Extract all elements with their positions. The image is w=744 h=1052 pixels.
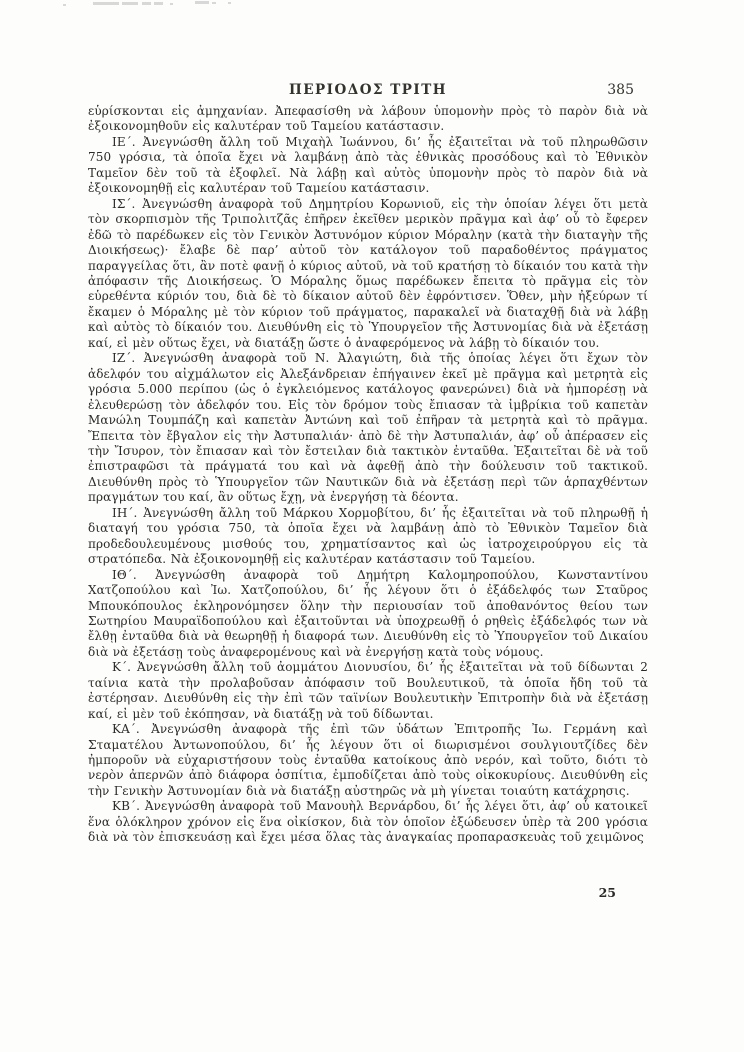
scan-artifact: [93, 2, 119, 5]
scan-artifact: [122, 2, 138, 5]
paragraph-IH: ΙΗ΄. Ἀνεγνώσθη ἄλλη τοῦ Μάρκου Χορμοβίτου, δι’ ἧς ἐξαιτεῖται νὰ τοῦ πληρωθῇ ἡ διαταγή του γρόσια 750, τὰ ὁποῖα ἔχει νὰ λαμβάνῃ ἀπὸ τὸ Ἐθνικὸν Ταμεῖον διὰ προδεδουλευμένους μισθούς του, χρηματίσαντος καὶ ὡς ἰατροχειρούργου εἰς τὰ στρατόπεδα. Νὰ ἐξοικονομηθῇ εἰς καλυτέραν κατάστασιν τοῦ Ταμείου.: [88, 505, 648, 567]
scan-artifact: [154, 2, 163, 5]
scan-artifact: [195, 1, 209, 4]
paragraph-ITH: ΙΘ΄. Ἀνεγνώσθη ἀναφορὰ τοῦ Δημήτρη Καλομηροπούλου, Κωνσταντίνου Χατζοπούλου καὶ Ἰω. Χατζοπούλου, δι’ ἧς λέγουν ὅτι ὁ ἐξάδελφός των Σταῦρος Μπουκόπουλος ἐκληρονόμησεν ὅλην τὴν περιουσίαν τοῦ ἀποθανόντος θείου των Σωτηρίου Μαυραϊδοπούλου καὶ ἐξαιτοῦνται νὰ ὑποχρεωθῇ ὁ ρηθεὶς ἐξάδελφός των νὰ ἔλθῃ ἐνταῦθα διὰ νὰ θεωρηθῇ ἡ διαφορά των. Διευθύνθη εἰς τὸ Ὑπουργεῖον τοῦ Δικαίου διὰ νὰ ἐξετάσῃ τοὺς ἀναφερομένους καὶ νὰ ἐνεργήσῃ κατὰ τοὺς νόμους.: [88, 567, 648, 659]
paragraph-IE: ΙΕ΄. Ἀνεγνώσθη ἄλλη τοῦ Μιχαὴλ Ἰωάννου, δι’ ἧς ἐξαιτεῖται νὰ τοῦ πληρωθῶσιν 750 γρόσια, τὰ ὁποῖα ἔχει νὰ λαμβάνῃ ἀπὸ τὰς ἐθνικὰς προσόδους καὶ τὸ Ἐθνικὸν Ταμεῖον δὲν τοῦ τὰ ἐξοφλεῖ. Νὰ λάβῃ καὶ αὐτὸς ὑπομονὴν πρὸς τὸ παρὸν διὰ νὰ ἐξοικονομηθῇ εἰς καλυτέραν τοῦ Ταμείου κατάστασιν.: [88, 134, 648, 196]
scan-artifact: [142, 2, 151, 5]
page-number: 385: [607, 82, 634, 98]
paragraph-KA: ΚΑ΄. Ἀνεγνώσθη ἀναφορὰ τῆς ἐπὶ τῶν ὑδάτων Ἐπιτροπῆς Ἰω. Γερμάνη καὶ Σταματέλου Ἀντωνοπούλου, δι’ ἧς λέγουν ὅτι οἱ διωρισμένοι σουλγιουτζίδες δὲν ἠμποροῦν νὰ εὐχαριστήσουν τοὺς ἐνταῦθα κατοίκους ἀπὸ νερόν, καὶ τοῦτο, διότι τὸ νερὸν ἀπερνῶν ἀπὸ διάφορα ὁσπίτια, ἐμποδίζεται ἀπὸ τοὺς οἰκοκυρίους. Διευθύνθη εἰς τὴν Γενικὴν Ἀστυνομίαν διὰ νὰ διατάξῃ αὐστηρῶς νὰ μὴ γίνεται τοιαύτη κατάχρησις.: [88, 722, 648, 798]
scan-artifact: [63, 4, 66, 6]
paragraph-K: Κ΄. Ἀνεγνώσθη ἄλλη τοῦ ἀομμάτου Διονυσίου, δι’ ἧς ἐξαιτεῖται νὰ τοῦ δίδωνται 2 ταίνια κατὰ τὴν προλαβοῦσαν ἀπόφασιν τοῦ Βουλευτικοῦ, τὰ ὁποῖα ἤδη τοῦ τὰ ἐστέρησαν. Διευθύνθη εἰς τὴν ἐπὶ τῶν ταϊνίων Βουλευτικὴν Ἐπιτροπὴν διὰ νὰ ἐξετάσῃ καί, εἰ μὲν τοῦ ἐκόπησαν, νὰ διατάξῃ νὰ τοῦ δίδωνται.: [88, 660, 648, 721]
scan-artifact: [212, 2, 216, 4]
scan-artifact: [228, 2, 231, 4]
page-title: ΠΕΡΙΟΔΟΣ ΤΡΙΤΗ: [288, 82, 448, 98]
body-text: [88, 104, 648, 846]
signature-number: 25: [598, 885, 616, 900]
paragraph-KB: ΚΒ΄. Ἀνεγνώσθη ἀναφορὰ τοῦ Μανουὴλ Βερνάρδου, δι’ ἧς λέγει ὅτι, ἀφ’ οὗ κατοικεῖ ἕνα ὁλόκληρον χρόνον εἰς ἕνα οἰκίσκον, διὰ τὸν ὁποῖον ἐξώδευσεν ὑπὲρ τὰ 200 γρόσια διὰ νὰ τὸν ἐπισκευάσῃ καὶ ἔχει μέσα ὅλας τὰς ἀναγκαίας προπαρασκευὰς τοῦ χειμῶνος: [88, 799, 648, 845]
paragraph-IS: ΙΣ΄. Ἀνεγνώσθη ἀναφορὰ τοῦ Δημητρίου Κορωνιοῦ, εἰς τὴν ὁποίαν λέγει ὅτι μετὰ τὸν σκορπισμὸν τῆς Τριπολιτζᾶς ἐπῆρεν ἐκεῖθεν μερικὸν πρᾶγμα καὶ ἀφ’ οὗ τὸ ἔφερεν ἐδῶ τὸ παρέδωκεν εἰς τὸν Γενικὸν Ἀστυνόμον κύριον Μόραλην (κατὰ τὴν διαταγὴν τῆς Διοικήσεως)· ἔλαβε δὲ παρ’ αὐτοῦ τὸν κατάλογον τοῦ παραδοθέντος πράγματος παραγγείλας ὅτι, ἂν ποτὲ φανῇ ὁ κύριος αὐτοῦ, νὰ τοῦ κρατήσῃ τὸ δίκαιόν του κατὰ τὴν ἀπόφασιν τῆς Διοικήσεως. Ὁ Μόραλης ὅμως παρέδωκεν ἔπειτα τὸ πρᾶγμα εἰς τὸν εὑρεθέντα κύριόν του, διὰ δὲ τὸ δίκαιον αὐτοῦ δὲν ἐφρόντισεν. Ὅθεν, μὴν ἠξεύρων τί ἔκαμεν ὁ Μόραλης μὲ τὸν κύριον τοῦ πράγματος, παρακαλεῖ νὰ διαταχθῇ διὰ νὰ λάβῃ καὶ αὐτὸς τὸ δίκαιόν του. Διευθύνθη εἰς τὸ Ὑπουργεῖον τῆς Ἀστυνομίας διὰ νὰ ἐξετάσῃ καί, εἰ μὲν οὕτως ἔχει, νὰ διατάξῃ ὥστε ὁ ἀναφερόμενος νὰ λάβῃ τὸ δίκαιόν του.: [88, 196, 648, 350]
running-head: [88, 82, 648, 100]
scan-artifact: [170, 3, 173, 5]
paragraph-IZ: ΙΖ΄. Ἀνεγνώσθη ἀναφορὰ τοῦ Ν. Ἀλαγιώτη, διὰ τῆς ὁποίας λέγει ὅτι ἔχων τὸν ἀδελφόν του αἰχμάλωτον εἰς Ἀλεξάνδρειαν ἐπήγαινεν ἐκεῖ μὲ πρᾶγμα καὶ μετρητὰ εἰς γρόσια 5.000 περίπου (ὡς ὁ ἐγκλειόμενος κατάλογος φανερώνει) διὰ νὰ ἠμπορέσῃ νὰ ἐλευθερώσῃ τὸν ἀδελφόν του. Εἰς τὸν δρόμον τοὺς ἔπιασαν τὰ ἰμβρίκια τοῦ καπετὰν Μανώλη Τουμπάζη καὶ καπετὰν Ἀντώνη καὶ τοῦ ἐπῆραν τὰ μετρητὰ καὶ τὸ πρᾶγμα. Ἔπειτα τὸν ἔβγαλον εἰς τὴν Ἀστυπαλιάν· ἀπὸ δὲ τὴν Ἀστυπαλιάν, ἀφ’ οὗ ἀπέρασεν εἰς τὴν Ἴσυρον, τὸν ἔπιασαν καὶ τὸν ἔστειλαν διὰ τακτικὸν ἐνταῦθα. Ἐξαιτεῖται δὲ νὰ τοῦ ἐπιστραφῶσι τὰ πράγματά του καὶ νὰ ἀφεθῇ ἀπὸ τὴν δούλευσιν τοῦ τακτικοῦ. Διευθύνθη πρὸς τὸ Ὑπουργεῖον τῶν Ναυτικῶν διὰ νὰ ἐξετάσῃ περὶ τῶν ἁρπαχθέντων πραγμάτων του καί, ἂν οὕτως ἔχῃ, νὰ ἐνεργήσῃ τὰ δέοντα.: [88, 351, 648, 505]
paragraph-continuation: εὑρίσκονται εἰς ἀμηχανίαν. Ἀπεφασίσθη νὰ λάβουν ὑπομονὴν πρὸς τὸ παρὸν διὰ νὰ ἐξοικονομηθοῦν εἰς καλυτέραν τοῦ Ταμείου κατάστασιν.: [88, 104, 648, 134]
